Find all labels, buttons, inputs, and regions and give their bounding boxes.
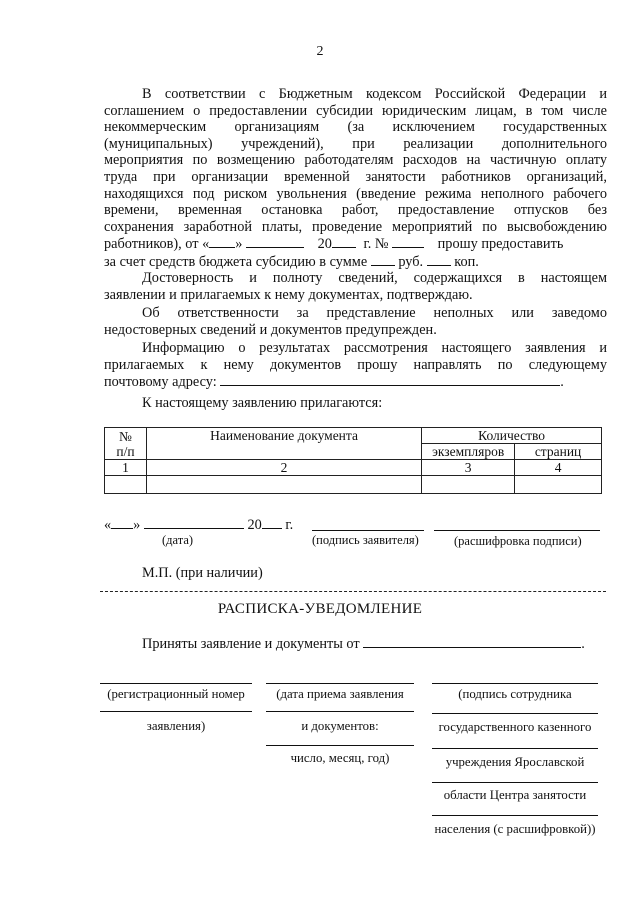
table-cell[interactable] bbox=[515, 476, 602, 494]
employee-signature-caption: (подпись сотрудника bbox=[458, 687, 572, 701]
amount-line bbox=[104, 253, 607, 271]
postal-address-blank[interactable] bbox=[220, 373, 560, 386]
registration-number-caption-2: заявления) bbox=[146, 719, 206, 733]
table-row bbox=[105, 476, 602, 494]
text-line: времени, временная остановка работ, предоставление отпусков без bbox=[104, 202, 607, 219]
attachments-table bbox=[104, 427, 602, 494]
header-number-line: № bbox=[119, 428, 132, 444]
registration-number-caption: (регистрационный номер bbox=[107, 687, 245, 701]
text-fragment: коп. bbox=[454, 253, 479, 270]
registration-number-line[interactable] bbox=[100, 683, 252, 684]
employee-signature-caption-3: учреждения Ярославской bbox=[445, 755, 585, 769]
employee-signature-caption-4: области Центра занятости bbox=[443, 788, 587, 802]
kopecks-blank[interactable] bbox=[427, 253, 451, 266]
text-line: Информацию о результатах рассмотрения настоящего заявления и bbox=[142, 340, 607, 356]
employee-signature-line-2[interactable] bbox=[432, 713, 598, 714]
table-cell: 4 bbox=[515, 460, 602, 476]
agreement-number-blank[interactable] bbox=[392, 235, 424, 248]
signature-month-blank[interactable] bbox=[144, 516, 244, 529]
attachments-intro: К настоящему заявлению прилагаются: bbox=[142, 395, 383, 411]
receipt-date-caption: (дата приема заявления bbox=[276, 687, 404, 701]
table-cell[interactable] bbox=[422, 476, 515, 494]
paragraph-postal-address bbox=[104, 340, 607, 391]
text-fragment: работников), от « bbox=[104, 236, 210, 253]
text-fragment: » bbox=[133, 517, 141, 533]
employee-signature-caption-5: населения (с расшифровкой)) bbox=[434, 822, 596, 836]
table-cell: 1 bbox=[105, 460, 147, 476]
day-blank[interactable] bbox=[209, 235, 235, 248]
rubles-blank[interactable] bbox=[371, 253, 395, 266]
text-fragment: г. bbox=[285, 517, 294, 533]
receipt-title: РАСПИСКА-УВЕДОМЛЕНИЕ bbox=[217, 601, 423, 617]
employee-signature-line-5[interactable] bbox=[432, 815, 598, 816]
cut-line bbox=[100, 591, 606, 592]
address-line bbox=[104, 373, 607, 391]
text-fragment: . bbox=[581, 636, 585, 652]
table-cell[interactable] bbox=[146, 476, 421, 494]
decoding-caption: (расшифровка подписи) bbox=[454, 534, 582, 548]
paragraph-legal-basis bbox=[104, 86, 607, 271]
header-copies: экземпляров bbox=[422, 444, 515, 460]
paragraph-responsibility bbox=[104, 305, 607, 338]
receipt-date-caption-3: число, месяц, год) bbox=[290, 751, 390, 765]
seal-note: М.П. (при наличии) bbox=[142, 565, 263, 581]
text-fragment: 20 bbox=[247, 517, 262, 533]
text-line: Об ответственности за представление неполных или заведомо bbox=[142, 305, 607, 321]
accepted-from-blank[interactable] bbox=[363, 635, 581, 648]
signature-decoding-line[interactable] bbox=[434, 530, 600, 531]
employee-signature-line-3[interactable] bbox=[432, 748, 598, 749]
month-blank[interactable] bbox=[246, 235, 304, 248]
employee-signature-caption-2: государственного казенного bbox=[438, 720, 592, 734]
text-line: сохранения заработной платы, проведение мероприятий по высвобождению bbox=[104, 218, 607, 235]
text-fragment: за счет средств бюджета субсидию в сумме bbox=[104, 253, 368, 270]
receipt-date-line-2[interactable] bbox=[266, 711, 414, 712]
table-row bbox=[105, 460, 602, 476]
applicant-signature-caption: (подпись заявителя) bbox=[312, 533, 419, 547]
text-line: находящихся под риском увольнения (введение режима неполного рабочего bbox=[104, 185, 607, 202]
header-quantity: Количество bbox=[422, 428, 602, 444]
text-line: заявлении и прилагаемых к нему документах, подтверждаю. bbox=[104, 286, 473, 303]
table-cell: 3 bbox=[422, 460, 515, 476]
text-fragment: « bbox=[104, 517, 112, 533]
text-fragment: » bbox=[235, 236, 243, 253]
header-pages: страниц bbox=[515, 444, 602, 460]
employee-signature-line-4[interactable] bbox=[432, 782, 598, 783]
text-fragment: г. № bbox=[363, 236, 389, 253]
text-line: труда при организации временной занятости работников организаций, bbox=[104, 168, 607, 185]
signature-date-line bbox=[104, 516, 293, 534]
table-header-row bbox=[105, 428, 602, 444]
text-line: недостоверных сведений и документов предупрежден. bbox=[104, 321, 437, 338]
signature-day-blank[interactable] bbox=[111, 516, 133, 529]
table-cell: 2 bbox=[146, 460, 421, 476]
registration-number-line-2[interactable] bbox=[100, 711, 252, 712]
text-fragment: прошу предоставить bbox=[437, 236, 564, 253]
text-fragment: руб. bbox=[398, 253, 424, 270]
text-line: Достоверность и полноту сведений, содержащихся в настоящем bbox=[142, 270, 607, 286]
paragraph-reliability bbox=[104, 270, 607, 303]
text-line: В соответствии с Бюджетным кодексом Российской Федерации и bbox=[142, 86, 607, 102]
receipt-date-line[interactable] bbox=[266, 683, 414, 684]
date-caption: (дата) bbox=[162, 533, 194, 547]
year-blank[interactable] bbox=[332, 235, 356, 248]
text-line: некоммерческим организациям (за исключением государственных bbox=[104, 119, 607, 136]
receipt-date-line-3[interactable] bbox=[266, 745, 414, 746]
header-number bbox=[105, 428, 147, 460]
header-number-line: п/п bbox=[116, 443, 135, 459]
applicant-signature-line[interactable] bbox=[312, 530, 424, 531]
receipt-accepted-line bbox=[142, 635, 585, 653]
text-line: (муниципальных) учреждений), при реализации дополнительного bbox=[104, 135, 607, 152]
text-fragment: 20 bbox=[317, 236, 332, 253]
signature-year-blank[interactable] bbox=[262, 516, 282, 529]
agreement-line bbox=[104, 235, 607, 253]
text-fragment: . bbox=[560, 374, 564, 391]
text-fragment: почтовому адресу: bbox=[104, 374, 217, 391]
text-line: прилагаемых к нему документов прошу направлять по следующему bbox=[104, 356, 607, 373]
header-document-name: Наименование документа bbox=[146, 428, 421, 460]
receipt-date-caption-2: и документов: bbox=[301, 719, 379, 733]
text-fragment: Приняты заявление и документы от bbox=[142, 636, 360, 652]
employee-signature-line[interactable] bbox=[432, 683, 598, 684]
table-cell[interactable] bbox=[105, 476, 147, 494]
text-line: соглашением о предоставлении субсидии юридическим лицам, в том числе bbox=[104, 102, 607, 119]
page-number: 2 bbox=[316, 44, 324, 59]
text-line: мероприятия по возмещению работодателям расходов на частичную оплату bbox=[104, 152, 607, 169]
